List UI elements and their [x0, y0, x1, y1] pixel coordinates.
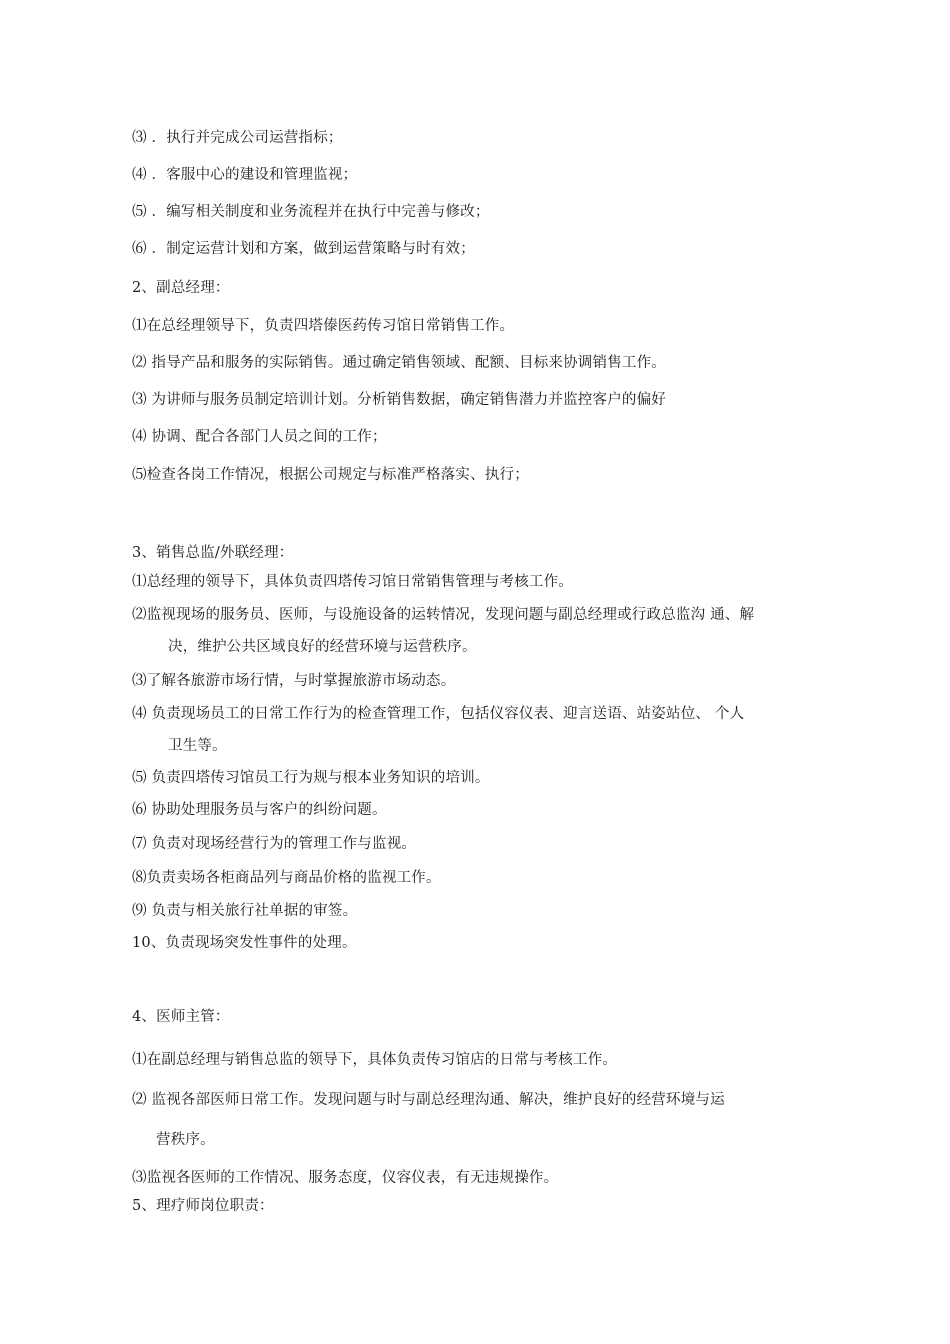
duty-item-5: ⑸ ．编写相关制度和业务流程并在执行中完善与修改； [132, 204, 490, 220]
sales-duty-9: ⑼ 负责与相关旅行社单据的审签。 [132, 903, 358, 919]
physician-duty-2: ⑵ 监视各部医师日常工作。发现问题与时与副总经理沟通、解决，维护良好的经营环境与运 [132, 1092, 725, 1108]
deputy-duty-5: ⑸检查各岗工作情况，根据公司规定与标准严格落实、执行； [132, 467, 529, 483]
sales-duty-7: ⑺ 负责对现场经营行为的管理工作与监视。 [132, 836, 417, 852]
deputy-duty-4: ⑷ 协调、配合各部门人员之间的工作； [132, 429, 387, 445]
sales-duty-1: ⑴总经理的领导下，具体负责四塔传习馆日常销售管理与考核工作。 [132, 574, 573, 590]
sales-duty-2-cont: 决，维护公共区域良好的经营环境与运营秩序。 [168, 639, 477, 655]
sales-duty-3: ⑶了解各旅游市场行情，与时掌握旅游市场动态。 [132, 673, 456, 689]
section-heading-physician-supervisor: 4、医师主管： [132, 1009, 230, 1025]
section-heading-therapist: 5、理疗师岗位职责： [132, 1198, 274, 1214]
section-heading-deputy-gm: 2、副总经理： [132, 280, 230, 296]
section-heading-sales-director: 3、销售总监/外联经理： [132, 545, 294, 561]
sales-duty-4-cont: 卫生等。 [168, 738, 227, 754]
physician-duty-1: ⑴在副总经理与销售总监的领导下，具体负责传习馆店的日常与考核工作。 [132, 1052, 618, 1068]
duty-item-4: ⑷ ．客服中心的建设和管理监视； [132, 167, 358, 183]
physician-duty-3: ⑶监视各医师的工作情况、服务态度，仪容仪表，有无违规操作。 [132, 1170, 559, 1186]
deputy-duty-3: ⑶ 为讲师与服务员制定培训计划。分析销售数据，确定销售潜力并监控客户的偏好 [132, 392, 667, 408]
duty-item-6: ⑹ ．制定运营计划和方案，做到运营策略与时有效； [132, 241, 475, 257]
duty-item-3: ⑶ ．执行并完成公司运营指标； [132, 130, 343, 146]
sales-duty-10: 10、负责现场突发性事件的处理。 [132, 935, 357, 951]
sales-duty-8: ⑻负责卖场各柜商品列与商品价格的监视工作。 [132, 870, 441, 886]
sales-duty-2: ⑵监视现场的服务员、医师，与设施设备的运转情况，发现问题与副总经理或行政总监沟 通、解 [132, 607, 755, 623]
sales-duty-5: ⑸ 负责四塔传习馆员工行为规与根本业务知识的培训。 [132, 770, 490, 786]
physician-duty-2-cont: 营秩序。 [156, 1132, 215, 1148]
deputy-duty-2: ⑵ 指导产品和服务的实际销售。通过确定销售领域、配额、目标来协调销售工作。 [132, 355, 667, 371]
deputy-duty-1: ⑴在总经理领导下，负责四塔傣医药传习馆日常销售工作。 [132, 318, 515, 334]
sales-duty-4: ⑷ 负责现场员工的日常工作行为的检查管理工作，包括仪容仪表、迎言送语、站姿站位、 个人 [132, 706, 745, 722]
sales-duty-6: ⑹ 协助处理服务员与客户的纠纷问题。 [132, 802, 387, 818]
